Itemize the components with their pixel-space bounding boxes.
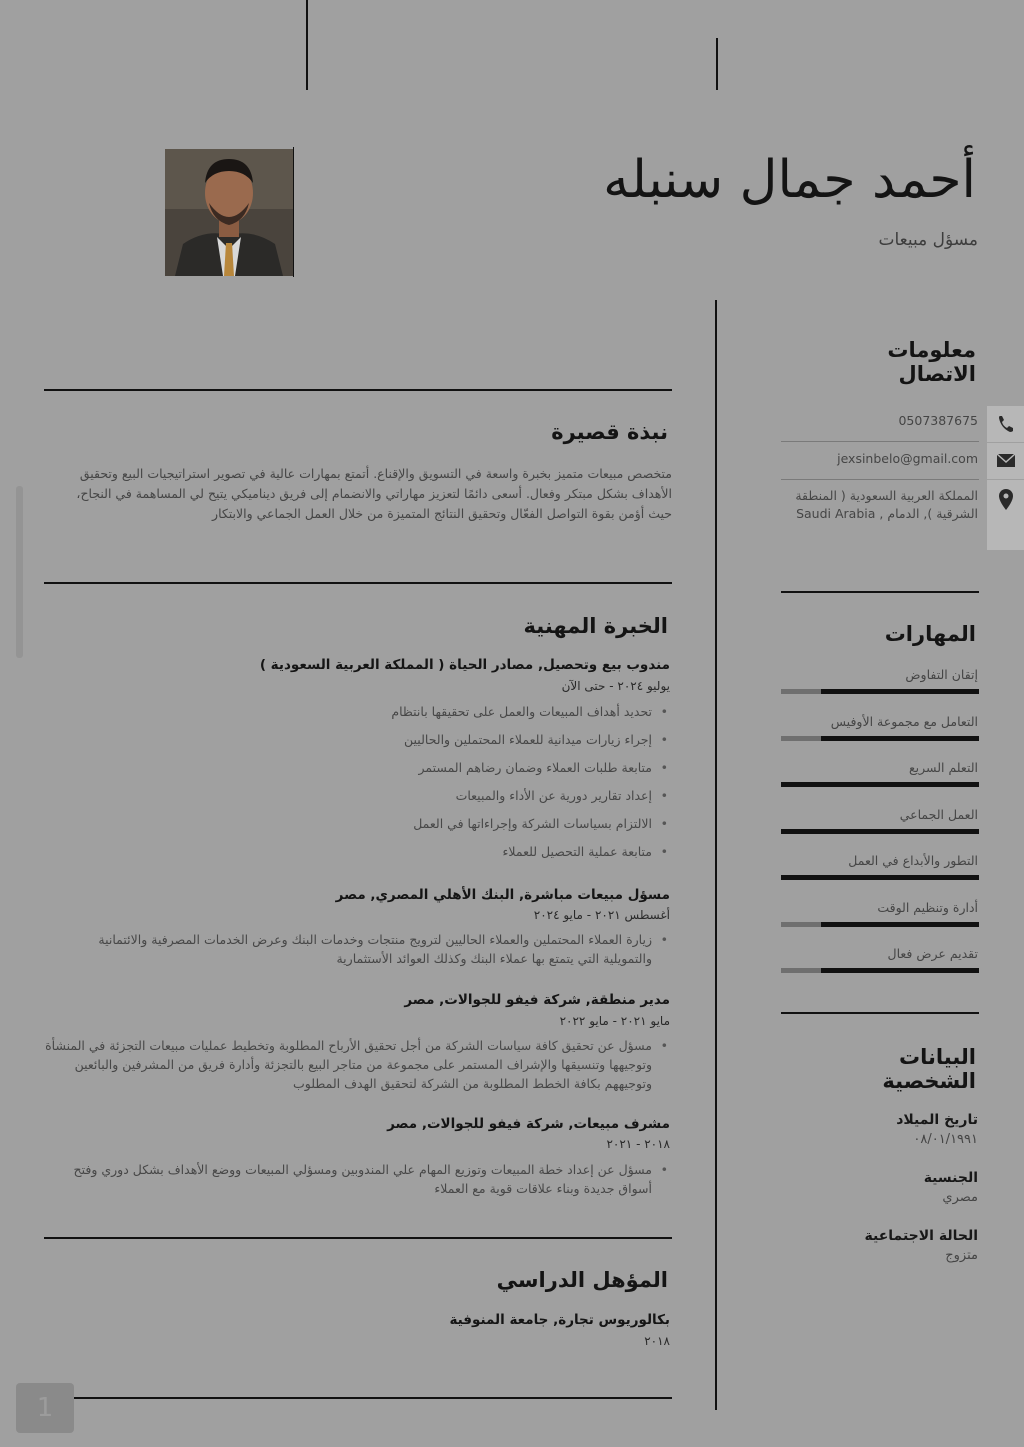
skill-level-remaining: [781, 922, 821, 927]
skill-label: العمل الجماعي: [899, 807, 978, 822]
skills-title: المهارات: [884, 622, 976, 646]
skill-label: التعلم السريع: [909, 760, 978, 775]
skill-label: التعامل مع مجموعة الأوفيس: [830, 714, 978, 729]
phone-icon: [987, 406, 1024, 442]
contact-address: المملكة العربية السعودية ( المنطقة الشرقية ), الدمام , Saudi Arabia: [795, 488, 978, 521]
decor-line-top-left: [306, 0, 308, 90]
job-date-2: أغسطس ٢٠٢١ - مايو ٢٠٢٤: [533, 908, 670, 922]
location-pin-icon: [987, 480, 1024, 520]
contact-email[interactable]: jexsinbelo@gmail.com: [837, 451, 978, 466]
column-divider: [715, 300, 717, 1410]
marital-status-label: الحالة الاجتماعية: [864, 1228, 978, 1244]
list-item: • متابعة طلبات العملاء وضمان رضاهم المستمر: [110, 758, 670, 777]
contact-title: معلومات الاتصال: [887, 338, 976, 386]
email-icon: [987, 443, 1024, 479]
contact-phone[interactable]: 0507387675: [898, 413, 978, 428]
summary-title: نبذة قصيرة: [551, 420, 668, 444]
job-bullets-3: [42, 1036, 670, 1093]
skill-label: أدارة وتنظيم الوقت: [877, 900, 978, 915]
summary-top-rule: [44, 389, 672, 391]
job-bullets-1: [110, 702, 670, 861]
education-top-rule: [44, 1237, 672, 1239]
job-bullets-4: [70, 1160, 670, 1198]
job-title-1: مندوب بيع وتحصيل, مصادر الحياة ( المملكة العربية السعودية ): [259, 657, 670, 673]
job-date-3: مايو ٢٠٢١ - مايو ٢٠٢٢: [559, 1014, 670, 1028]
list-item: • تحديد أهداف المبيعات والعمل على تحقيقها بانتظام: [110, 702, 670, 721]
job-title-3: مدير منطقة, شركة فيفو للجوالات, مصر: [404, 992, 670, 1008]
education-title: المؤهل الدراسي: [496, 1268, 668, 1292]
skill-level-remaining: [781, 736, 821, 741]
education-degree: بكالوريوس تجارة, جامعة المنوفية: [449, 1312, 670, 1328]
job-bullets-2: [60, 930, 670, 968]
experience-title: الخبرة المهنية: [523, 614, 668, 638]
list-item: • الالتزام بسياسات الشركة وإجراءاتها في العمل: [110, 814, 670, 833]
education-bottom-rule: [44, 1397, 672, 1399]
decor-line-top-right: [716, 38, 718, 90]
list-item: • مسؤل عن تحقيق كافة سياسات الشركة من أجل تحقيق الأرباح المطلوبة وتخطيط عمليات مبيعات التجزئة في المنشأة وتوجيهها وتنسيقها والإشراف المستمر على مجموعة من متاجر البيع بالتجزئة وأدارة فريق من المشرفين والبائعين وتوجيههم بكافة الخطط المطلوبة من الشركة لتحقيق الهدف المطلوب: [42, 1036, 670, 1093]
list-item: • متابعة عملية التحصيل للعملاء: [110, 842, 670, 861]
person-name: أحمد جمال سنبله: [603, 150, 976, 210]
birthdate-value: ٠٨/٠١/١٩٩١: [913, 1132, 978, 1147]
birthdate-label: تاريخ الميلاد: [896, 1112, 978, 1128]
job-title-2: مسؤل مبيعات مباشرة, البنك الأهلي المصري, مصر: [335, 887, 670, 903]
email-tab: [987, 443, 1024, 479]
list-item: • إجراء زيارات ميدانية للعملاء المحتملين والحاليين: [110, 730, 670, 749]
personal-title: البيانات الشخصية: [882, 1045, 976, 1093]
page-number-badge[interactable]: 1: [16, 1383, 74, 1433]
nationality-value: مصري: [942, 1190, 978, 1205]
skill-level-remaining: [781, 968, 821, 973]
job-title: مسؤل مبيعات: [878, 230, 978, 250]
skill-label: التطور والأبداع في العمل: [848, 853, 978, 868]
list-item: • إعداد تقارير دورية عن الأداء والمبيعات: [110, 786, 670, 805]
skill-label: إتقان التفاوض: [905, 667, 978, 682]
job-date-1: يوليو ٢٠٢٤ - حتى الآن: [561, 679, 670, 693]
summary-text: متخصص مبيعات متميز بخبرة واسعة في التسويق والإقناع. أتمتع بمهارات عالية في تصوير استراتيجيات البيع وتحقيق الأهداف بشكل مبتكر وفعال. أسعى دائمًا لتعزيز مهاراتي والانضمام إلى فريق ديناميكي يتيح لي المساهمة في النجاح، حيث أؤمن بقوة التواصل الفعّال وتحقيق النتائج المتميزة من خلال العمل الجماعي والابتكار: [76, 466, 672, 521]
profile-photo: [165, 149, 293, 276]
location-tab: [987, 480, 1024, 550]
marital-status-value: متزوج: [945, 1248, 978, 1263]
job-date-4: ٢٠١٨ - ٢٠٢١: [606, 1137, 670, 1151]
contact-separator: [781, 479, 979, 480]
skill-label: تقديم عرض فعال: [887, 946, 978, 961]
skill-level-bar: [781, 782, 979, 787]
avatar-icon: [165, 149, 293, 276]
experience-top-rule: [44, 582, 672, 584]
phone-tab: [987, 406, 1024, 442]
photo-divider: [293, 147, 294, 277]
education-year: ٢٠١٨: [644, 1334, 670, 1348]
nationality-label: الجنسية: [923, 1170, 978, 1186]
job-title-4: مشرف مبيعات, شركة فيفو للجوالات, مصر: [387, 1116, 670, 1132]
contact-separator: [781, 441, 979, 442]
skill-level-bar: [781, 829, 979, 834]
scrollbar[interactable]: [16, 486, 23, 658]
skills-top-rule: [781, 591, 979, 593]
skill-level-remaining: [781, 689, 821, 694]
skill-level-bar: [781, 875, 979, 880]
personal-top-rule: [781, 1012, 979, 1014]
list-item: • زيارة العملاء المحتملين والعملاء الحاليين لترويج منتجات وخدمات البنك وعرض الخدمات المصرفية والائتمانية والتمويلية التي يتمتع بها عملاء البنك وكذلك العوائد الأستثمارية: [60, 930, 670, 968]
list-item: • مسؤل عن إعداد خطة المبيعات وتوزيع المهام علي المندوبين ومسؤلي المبيعات ووضع الأهداف بشكل دوري وفتح أسواق جديدة وبناء علاقات قوية مع العملاء: [70, 1160, 670, 1198]
